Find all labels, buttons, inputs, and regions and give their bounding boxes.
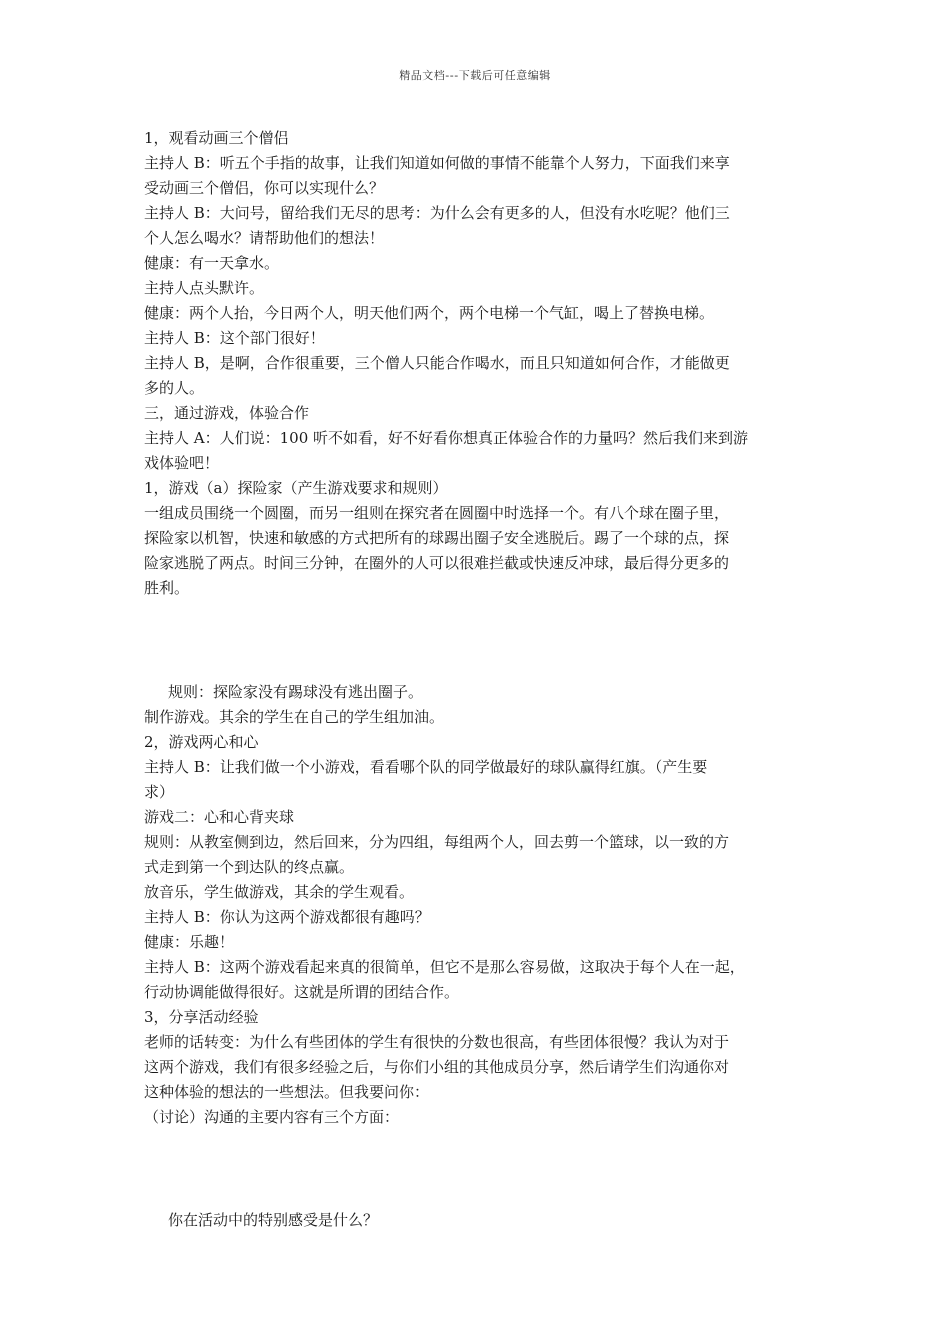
text-line: 受动画三个僧侣，你可以实现什么？	[144, 179, 385, 197]
text-line: 主持人 B：听五个手指的故事，让我们知道如何做的事情不能靠个人努力，下面我们来享	[144, 154, 730, 172]
blank-gap	[144, 1130, 816, 1208]
text-line: 个人怎么喝水？请帮助他们的想法！	[144, 229, 385, 247]
text-line: 求）	[144, 783, 175, 801]
text-line: 放音乐，学生做游戏，其余的学生观看。	[144, 883, 415, 901]
text-line: 行动协调能做得很好。这就是所谓的团结合作。	[144, 983, 460, 1001]
text-line: 主持人 B：你认为这两个游戏都很有趣吗？	[144, 908, 430, 926]
text-line: （讨论）沟通的主要内容有三个方面：	[144, 1108, 400, 1126]
text-line: 主持人 B：大问号，留给我们无尽的思考：为什么会有更多的人，但没有水吃呢？他们三	[144, 204, 730, 222]
text-line: 老师的话转变：为什么有些团体的学生有很快的分数也很高，有些团体很慢？我认为对于	[144, 1033, 730, 1051]
text-line: 主持人 B：这个部门很好！	[144, 329, 325, 347]
text-line: 制作游戏。其余的学生在自己的学生组加油。	[144, 708, 445, 726]
subsection-heading: 1，游戏（a）探险家（产生游戏要求和规则）	[144, 479, 448, 497]
text-line: 规则：从教室侧到边，然后回来，分为四组，每组两个人，回去剪一个篮球，以一致的方	[144, 833, 730, 851]
text-line: 这种体验的想法的一些想法。但我要问你：	[144, 1083, 430, 1101]
text-line: 一组成员围绕一个圆圈，而另一组则在探究者在圆圈中时选择一个。有八个球在圈子里，	[144, 504, 730, 522]
text-line: 险家逃脱了两点。时间三分钟，在圈外的人可以很难拦截或快速反冲球，最后得分更多的	[144, 554, 730, 572]
text-line: 1，观看动画三个僧侣	[144, 129, 289, 147]
text-line: 主持人 B：这两个游戏看起来真的很简单，但它不是那么容易做，这取决于每个人在一起，	[144, 958, 745, 976]
text-line: 健康：两个人抬，今日两个人，明天他们两个，两个电梯一个气缸，喝上了替换电梯。	[144, 304, 715, 322]
text-line: 健康：乐趣！	[144, 933, 235, 951]
text-line: 胜利。	[144, 579, 190, 597]
rule-line: 规则：探险家没有踢球没有逃出圈子。	[168, 683, 424, 701]
text-line: 主持人 A：人们说：100 听不如看，好不好看你想真正体验合作的力量吗？然后我们来到游	[144, 429, 749, 447]
document-body	[144, 126, 816, 1233]
page-header: 精品文档---下载后可任意编辑	[399, 69, 551, 82]
subsection-heading: 2，游戏两心和心	[144, 733, 259, 751]
section-cartoon-and-game-one	[144, 126, 816, 601]
section-question	[144, 1208, 816, 1233]
text-line: 主持人点头默许。	[144, 279, 265, 297]
text-line: 探险家以机智，快速和敏感的方式把所有的球踢出圈子安全逃脱后。踢了一个球的点，探	[144, 529, 730, 547]
section-game-two-and-sharing	[144, 680, 816, 1130]
text-line: 这两个游戏，我们有很多经验之后，与你们小组的其他成员分享，然后请学生们沟通你对	[144, 1058, 730, 1076]
blank-gap	[144, 601, 816, 680]
text-line: 游戏二：心和心背夹球	[144, 808, 295, 826]
text-line: 戏体验吧！	[144, 454, 220, 472]
subsection-heading: 3，分享活动经验	[144, 1008, 259, 1026]
text-line: 主持人 B：让我们做一个小游戏，看看哪个队的同学做最好的球队赢得红旗。（产生要	[144, 758, 708, 776]
text-line: 多的人。	[144, 379, 205, 397]
section-heading: 三，通过游戏，体验合作	[144, 404, 310, 422]
text-line: 主持人 B，是啊，合作很重要，三个僧人只能合作喝水，而且只知道如何合作，才能做更	[144, 354, 730, 372]
text-line: 式走到第一个到达队的终点赢。	[144, 858, 355, 876]
text-line: 健康：有一天拿水。	[144, 254, 280, 272]
question-line: 你在活动中的特别感受是什么？	[168, 1211, 379, 1229]
